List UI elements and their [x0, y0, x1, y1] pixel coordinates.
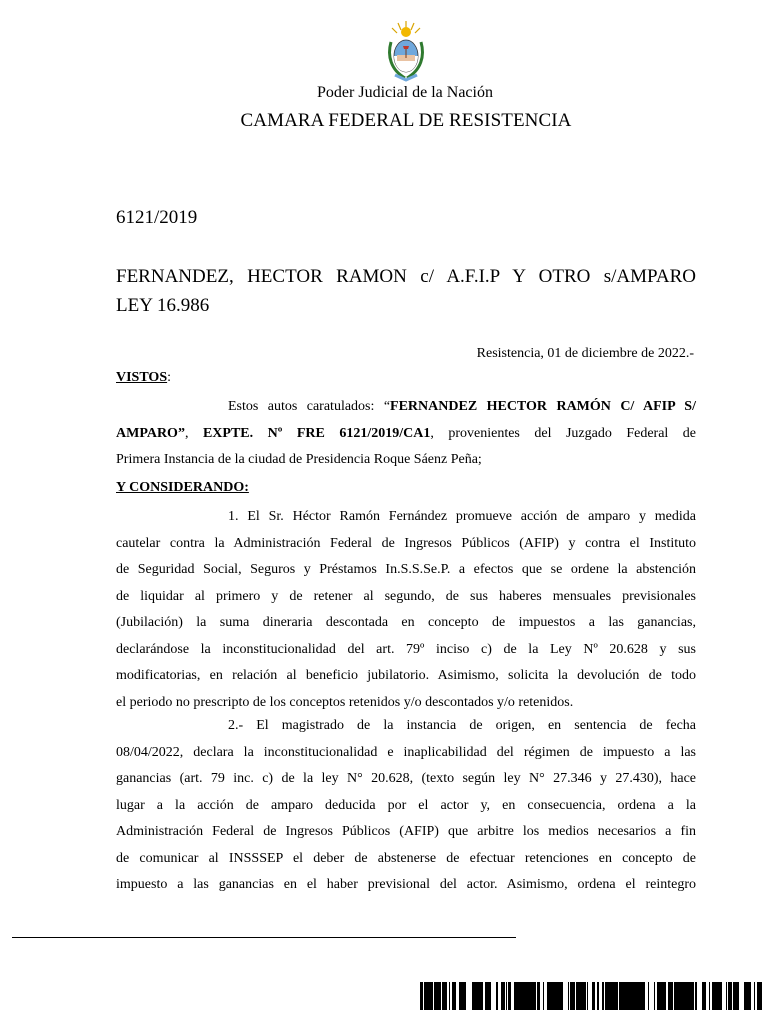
- paragraph-line: ganancias (art. 79 inc. c) de la ley N° 20.628, (texto según ley N° 27.346 y 27.430), hace: [116, 771, 696, 786]
- text-run: , provenientes del Juzgado Federal de: [430, 425, 696, 441]
- paragraph-line: Administración Federal de Ingresos Públicos (AFIP) que arbitre los medios necesarios a fin: [116, 824, 696, 839]
- considerando-heading: [116, 480, 249, 496]
- case-title-line: FERNANDEZ, HECTOR RAMON c/ A.F.I.P Y OTRO s/AMPARO: [116, 266, 696, 287]
- paragraph-line: (Jubilación) la suma dineraria descontada en concepto de impuestos a las ganancias,: [116, 615, 696, 630]
- court-name: CAMARA FEDERAL DE RESISTENCIA: [240, 110, 572, 131]
- paragraph-line: 08/04/2022, declara la inconstitucionalidad e inaplicabilidad del régimen de impuesto a las: [116, 744, 696, 760]
- institution-name: Poder Judicial de la Nación: [317, 84, 493, 101]
- paragraph-line: 2.- El magistrado de la instancia de origen, en sentencia de fecha: [228, 718, 696, 733]
- paragraph-line: de liquidar al primero y de retener al segundo, de sus haberes mensuales previsionales: [116, 588, 696, 604]
- paragraph-line: cautelar contra la Administración Federal de Ingresos Públicos (AFIP) y contra el Instituto: [116, 535, 696, 551]
- vistos-label: VISTOS: [116, 370, 168, 385]
- paragraph-line: lugar a la acción de amparo deducida por el actor y, en consecuencia, ordena a la: [116, 797, 696, 813]
- paragraph-line: impuesto a las ganancias en el haber previsional del actor. Asimismo, ordena el reintegro: [116, 877, 696, 892]
- barcode-icon: [420, 982, 762, 1010]
- case-title: [116, 262, 696, 320]
- paragraph-line: de comunicar al INSSSEP el deber de abstenerse de efectuar retenciones en concepto de: [116, 850, 696, 866]
- paragraph-line: el periodo no prescripto de los conceptos retenidos y/o descontados y/o retenidos.: [116, 694, 574, 710]
- case-number: 6121/2019: [116, 207, 198, 228]
- paragraph-line: [116, 394, 696, 421]
- footer-divider: [12, 937, 516, 938]
- considerando-label: Y CONSIDERANDO:: [116, 480, 249, 495]
- paragraph-line: modificatorias, en relación al beneficio jubilatorio. Asimismo, solicita la devolución de todo: [116, 668, 696, 683]
- case-caption-bold: FERNANDEZ HECTOR RAMÓN C/ AFIP S/: [390, 399, 696, 414]
- case-caption-bold: AMPARO”: [116, 425, 185, 441]
- paragraph-line: de Seguridad Social, Seguros y Préstamos In.S.S.Se.P. a efectos que se ordene la abstención: [116, 562, 696, 577]
- file-number-bold: EXPTE. Nº FRE 6121/2019/CA1: [202, 425, 431, 441]
- text-run: ,: [184, 425, 203, 441]
- vistos-heading: [116, 370, 171, 386]
- date-line: Resistencia, 01 de diciembre de 2022.-: [476, 346, 694, 361]
- vistos-colon: :: [167, 370, 171, 385]
- paragraph-line: [116, 421, 696, 448]
- case-title-line: LEY 16.986: [116, 295, 210, 316]
- paragraph-line: Primera Instancia de la ciudad de Presidencia Roque Sáenz Peña;: [116, 452, 482, 467]
- considerando-paragraph-2: [116, 713, 696, 899]
- argentine-coat-of-arms-icon: [385, 20, 427, 82]
- vistos-paragraph: [116, 394, 696, 474]
- considerando-paragraph-1: [116, 504, 696, 716]
- paragraph-line: declarándose la inconstitucionalidad del art. 79º inciso c) de la Ley Nº 20.628 y sus: [116, 641, 696, 657]
- paragraph-line: 1. El Sr. Héctor Ramón Fernández promueve acción de amparo y medida: [228, 509, 696, 524]
- text-run: Estos autos caratulados: “: [228, 399, 391, 414]
